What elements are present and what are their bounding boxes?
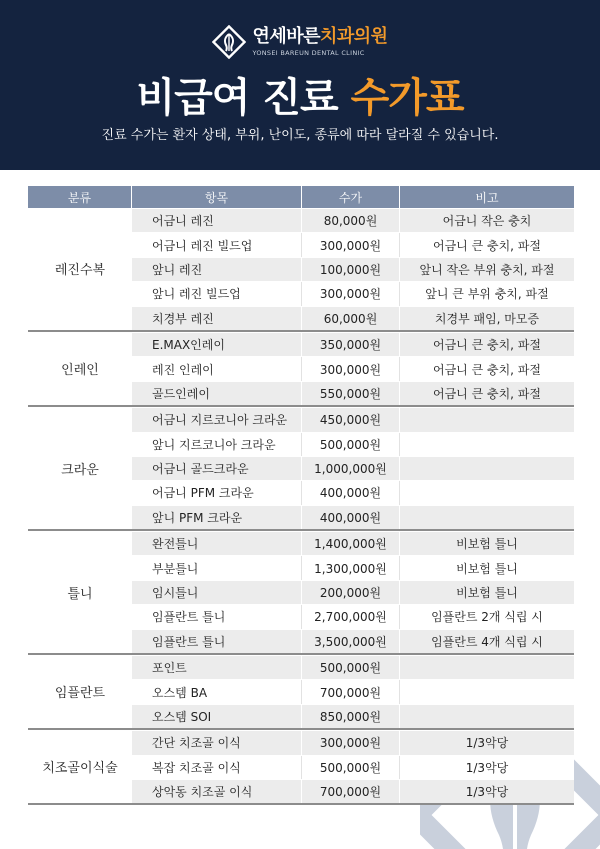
table-group — [28, 332, 574, 407]
item-cell: 어금니 지르코니아 크라운 — [132, 408, 302, 431]
table-row — [132, 356, 574, 380]
item-cell: 오스템 SOI — [132, 705, 302, 728]
price-cell: 1,300,000원 — [302, 556, 400, 579]
note-cell — [400, 481, 574, 504]
page-title: 비급여 진료 수가표 — [136, 75, 464, 121]
item-cell: 간단 치조골 이식 — [132, 731, 302, 754]
note-cell: 앞니 작은 부위 충치, 파절 — [419, 262, 555, 277]
price-cell: 1,400,000원 — [302, 532, 400, 555]
header-price: 수가 — [302, 186, 400, 208]
note-cell: 어금니 큰 충치, 파절 — [433, 238, 541, 253]
table-row — [132, 730, 574, 754]
item-cell: 골드인레이 — [132, 382, 302, 405]
note-cell: 1/3악당 — [465, 736, 509, 751]
price-cell: 500,000원 — [302, 756, 400, 779]
note-cell: 어금니 큰 충치, 파절 — [433, 386, 541, 401]
clinic-logo — [0, 20, 600, 64]
price-cell: 60,000원 — [302, 307, 400, 330]
item-cell: 오스템 BA — [132, 680, 302, 703]
table-group — [28, 407, 574, 531]
table-row — [132, 281, 574, 305]
note-cell: 어금니 큰 충치, 파절 — [433, 362, 541, 377]
price-cell: 700,000원 — [302, 680, 400, 703]
table-row — [132, 232, 574, 256]
table-group — [28, 208, 574, 332]
note-cell: 앞니 큰 부위 충치, 파절 — [425, 287, 549, 302]
table-row — [132, 381, 574, 405]
note-cell — [400, 457, 574, 480]
group-category: 임플란트 — [28, 655, 132, 728]
price-cell: 80,000원 — [302, 209, 400, 232]
price-cell: 400,000원 — [302, 481, 400, 504]
price-cell: 300,000원 — [302, 357, 400, 380]
header-category: 분류 — [28, 186, 132, 208]
note-cell: 어금니 큰 충치, 파절 — [433, 338, 541, 353]
note-cell: 비보험 틀니 — [456, 586, 518, 601]
price-cell: 500,000원 — [302, 656, 400, 679]
group-rows — [132, 655, 574, 728]
table-row — [132, 655, 574, 679]
group-rows — [132, 208, 574, 330]
price-cell: 3,500,000원 — [302, 630, 400, 653]
table-row — [132, 580, 574, 604]
price-cell: 850,000원 — [302, 705, 400, 728]
header-item: 항목 — [132, 186, 302, 208]
note-cell — [400, 680, 574, 703]
group-rows — [132, 730, 574, 803]
price-cell: 1,000,000원 — [302, 457, 400, 480]
price-cell: 200,000원 — [302, 581, 400, 604]
item-cell: 앞니 레진 — [132, 258, 302, 281]
price-cell: 700,000원 — [302, 780, 400, 803]
table-group — [28, 730, 574, 805]
table-row — [132, 629, 574, 653]
note-cell: 치경부 패임, 마모증 — [434, 311, 540, 326]
note-cell: 비보험 틀니 — [456, 537, 518, 552]
clinic-logo-icon — [212, 25, 246, 59]
price-cell: 400,000원 — [302, 506, 400, 529]
price-cell: 300,000원 — [302, 731, 400, 754]
table-row — [132, 456, 574, 480]
note-cell: 1/3악당 — [465, 785, 509, 800]
table-row — [132, 306, 574, 330]
item-cell: 어금니 레진 빌드업 — [132, 233, 302, 256]
item-cell: 포인트 — [132, 656, 302, 679]
clinic-name-english: YONSEI BAREUN DENTAL CLINIC — [252, 49, 365, 57]
note-cell: 비보험 틀니 — [456, 561, 518, 576]
item-cell: 레진 인레이 — [132, 357, 302, 380]
price-cell: 2,700,000원 — [302, 605, 400, 628]
note-cell: 임플란트 4개 식립 시 — [431, 634, 543, 649]
price-cell: 300,000원 — [302, 233, 400, 256]
table-row — [132, 531, 574, 555]
header-banner — [0, 0, 600, 170]
price-cell: 550,000원 — [302, 382, 400, 405]
item-cell: 어금니 레진 — [132, 209, 302, 232]
group-category: 크라운 — [28, 407, 132, 529]
note-cell — [400, 408, 574, 431]
item-cell: 앞니 레진 빌드업 — [132, 282, 302, 305]
note-cell — [400, 433, 574, 456]
table-group — [28, 655, 574, 730]
table-group — [28, 531, 574, 655]
price-cell: 450,000원 — [302, 408, 400, 431]
group-category: 레진수복 — [28, 208, 132, 330]
page-subtitle: 진료 수가는 환자 상태, 부위, 난이도, 종류에 따라 달라질 수 있습니다. — [101, 128, 499, 143]
note-cell — [400, 705, 574, 728]
item-cell: 상악동 치조골 이식 — [132, 780, 302, 803]
group-rows — [132, 407, 574, 529]
item-cell: E.MAX인레이 — [132, 333, 302, 356]
item-cell: 어금니 PFM 크라운 — [132, 481, 302, 504]
item-cell: 임시틀니 — [132, 581, 302, 604]
table-body — [28, 208, 574, 805]
table-row — [132, 555, 574, 579]
header-note: 비고 — [475, 190, 499, 205]
item-cell: 임플란트 틀니 — [132, 630, 302, 653]
group-category: 틀니 — [28, 531, 132, 653]
table-row — [132, 432, 574, 456]
item-cell: 복잡 치조골 이식 — [132, 756, 302, 779]
table-row — [132, 480, 574, 504]
table-header — [28, 186, 574, 208]
table-row — [132, 257, 574, 281]
table-row — [132, 505, 574, 529]
fee-table — [28, 186, 574, 805]
table-row — [132, 679, 574, 703]
item-cell: 치경부 레진 — [132, 307, 302, 330]
table-row — [132, 332, 574, 356]
table-row — [132, 407, 574, 431]
table-row — [132, 779, 574, 803]
item-cell: 완전틀니 — [132, 532, 302, 555]
note-cell — [400, 656, 574, 679]
table-row — [132, 755, 574, 779]
item-cell: 앞니 PFM 크라운 — [132, 506, 302, 529]
table-row — [132, 208, 574, 232]
note-cell: 임플란트 2개 식립 시 — [431, 610, 543, 625]
group-category: 치조골이식술 — [28, 730, 132, 803]
item-cell: 임플란트 틀니 — [132, 605, 302, 628]
note-cell — [400, 506, 574, 529]
price-cell: 500,000원 — [302, 433, 400, 456]
table-row — [132, 604, 574, 628]
table-row — [132, 704, 574, 728]
group-rows — [132, 332, 574, 405]
item-cell: 앞니 지르코니아 크라운 — [132, 433, 302, 456]
clinic-name: 연세바른치과의원 — [252, 26, 388, 47]
item-cell: 부분틀니 — [132, 556, 302, 579]
note-cell: 어금니 작은 충치 — [442, 214, 532, 229]
price-cell: 350,000원 — [302, 333, 400, 356]
note-cell: 1/3악당 — [465, 760, 509, 775]
group-category: 인레인 — [28, 332, 132, 405]
price-cell: 300,000원 — [302, 282, 400, 305]
price-cell: 100,000원 — [302, 258, 400, 281]
group-rows — [132, 531, 574, 653]
item-cell: 어금니 골드크라운 — [132, 457, 302, 480]
